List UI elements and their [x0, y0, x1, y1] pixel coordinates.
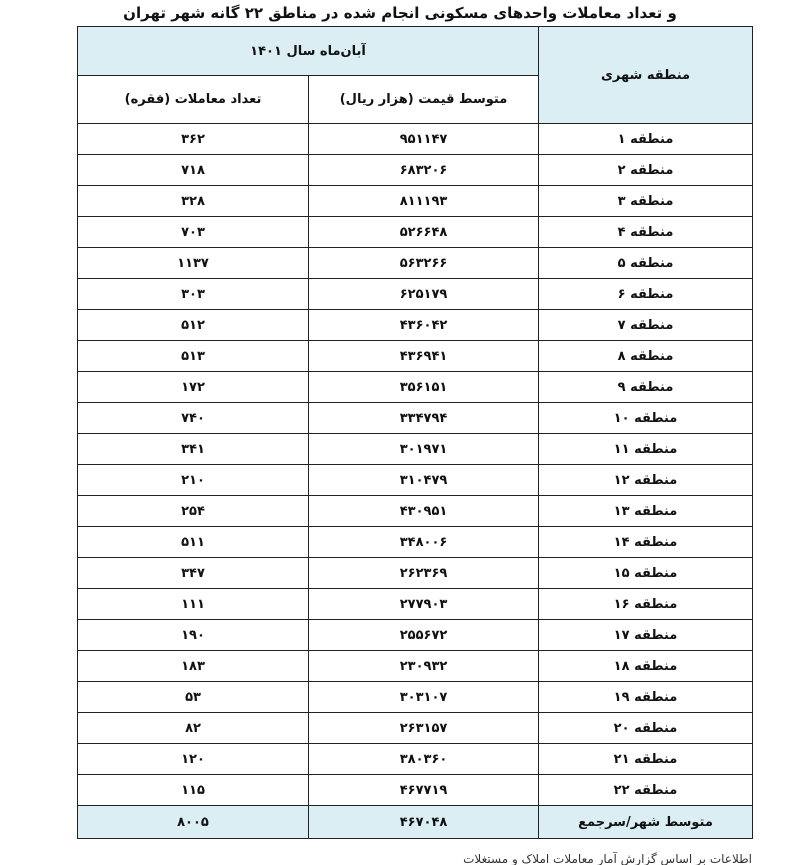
deal-count-cell: ۱۹۰ [78, 620, 309, 651]
avg-price-cell: ۲۶۳۱۵۷ [309, 713, 539, 744]
avg-price-cell: ۸۱۱۱۹۳ [309, 186, 539, 217]
region-cell: منطقه ۱ [539, 124, 753, 155]
deal-count-cell: ۷۴۰ [78, 403, 309, 434]
table-body [78, 124, 753, 839]
avg-price-cell: ۳۳۴۷۹۴ [309, 403, 539, 434]
avg-price-cell: ۳۱۰۴۷۹ [309, 465, 539, 496]
region-cell: منطقه ۳ [539, 186, 753, 217]
deal-count-cell: ۷۱۸ [78, 155, 309, 186]
region-cell: منطقه ۱۱ [539, 434, 753, 465]
deal-count-cell: ۷۰۳ [78, 217, 309, 248]
deal-count-cell: ۱۸۳ [78, 651, 309, 682]
deal-count-cell: ۵۱۳ [78, 341, 309, 372]
avg-price-cell: ۳۰۱۹۷۱ [309, 434, 539, 465]
deal-count-cell: ۲۵۴ [78, 496, 309, 527]
table-row [78, 155, 753, 186]
table-row [78, 465, 753, 496]
avg-price-cell: ۳۴۸۰۰۶ [309, 527, 539, 558]
avg-price-cell: ۴۳۶۰۴۲ [309, 310, 539, 341]
table-row [78, 558, 753, 589]
table-row [78, 434, 753, 465]
deal-count-cell: ۵۱۱ [78, 527, 309, 558]
transactions-table [77, 26, 753, 839]
avg-price-cell: ۴۳۰۹۵۱ [309, 496, 539, 527]
deal-count-cell: ۳۶۲ [78, 124, 309, 155]
table-row [78, 527, 753, 558]
deal-count-header: تعداد معاملات (فقره) [78, 76, 309, 124]
region-cell: منطقه ۵ [539, 248, 753, 279]
table-row [78, 620, 753, 651]
avg-price-header: متوسط قیمت (هزار ریال) [309, 76, 539, 124]
avg-price-cell: ۹۵۱۱۴۷ [309, 124, 539, 155]
table-row [78, 217, 753, 248]
table-row [78, 372, 753, 403]
region-cell: منطقه ۱۰ [539, 403, 753, 434]
avg-price-cell: ۴۳۶۹۴۱ [309, 341, 539, 372]
table-row [78, 248, 753, 279]
avg-price-cell: ۳۸۰۳۶۰ [309, 744, 539, 775]
region-cell: منطقه ۱۵ [539, 558, 753, 589]
total-price-cell: ۴۶۷۰۴۸ [309, 806, 539, 839]
region-column-header: منطقه شهری [539, 27, 753, 124]
region-cell: منطقه ۲۰ [539, 713, 753, 744]
table-row [78, 186, 753, 217]
region-cell: منطقه ۱۴ [539, 527, 753, 558]
table-title: و تعداد معاملات واحدهای مسکونی انجام شده در مناطق ۲۲ گانه شهر تهران [123, 4, 677, 22]
avg-price-cell: ۶۲۵۱۷۹ [309, 279, 539, 310]
avg-price-cell: ۲۵۵۶۷۲ [309, 620, 539, 651]
region-cell: منطقه ۱۷ [539, 620, 753, 651]
deal-count-cell: ۳۴۷ [78, 558, 309, 589]
avg-price-cell: ۲۶۲۳۶۹ [309, 558, 539, 589]
region-cell: منطقه ۱۳ [539, 496, 753, 527]
avg-price-cell: ۶۸۳۲۰۶ [309, 155, 539, 186]
table-row [78, 310, 753, 341]
region-cell: منطقه ۲ [539, 155, 753, 186]
avg-price-cell: ۵۶۳۲۶۶ [309, 248, 539, 279]
table-row [78, 124, 753, 155]
table-row [78, 279, 753, 310]
table-row [78, 341, 753, 372]
period-header: آبان‌ماه سال ۱۴۰۱ [78, 27, 539, 76]
deal-count-cell: ۳۴۱ [78, 434, 309, 465]
deal-count-cell: ۱۱۳۷ [78, 248, 309, 279]
region-cell: منطقه ۴ [539, 217, 753, 248]
deal-count-cell: ۱۷۲ [78, 372, 309, 403]
deal-count-cell: ۵۳ [78, 682, 309, 713]
table-row [78, 403, 753, 434]
avg-price-cell: ۳۰۳۱۰۷ [309, 682, 539, 713]
deal-count-cell: ۱۲۰ [78, 744, 309, 775]
total-count-cell: ۸۰۰۵ [78, 806, 309, 839]
table-row [78, 651, 753, 682]
deal-count-cell: ۱۱۵ [78, 775, 309, 806]
avg-price-cell: ۳۵۶۱۵۱ [309, 372, 539, 403]
total-label-cell: متوسط شهر/سرجمع [539, 806, 753, 839]
deal-count-cell: ۸۲ [78, 713, 309, 744]
total-row [78, 806, 753, 839]
deal-count-cell: ۵۱۲ [78, 310, 309, 341]
footnote: اطلاعات بر اساس گزارش آمار معاملات املاک و مستغلات [463, 852, 752, 865]
region-cell: منطقه ۸ [539, 341, 753, 372]
region-cell: منطقه ۱۹ [539, 682, 753, 713]
avg-price-cell: ۴۶۷۷۱۹ [309, 775, 539, 806]
avg-price-cell: ۵۲۶۶۴۸ [309, 217, 539, 248]
region-cell: منطقه ۹ [539, 372, 753, 403]
deal-count-cell: ۳۲۸ [78, 186, 309, 217]
region-cell: منطقه ۶ [539, 279, 753, 310]
region-cell: منطقه ۱۲ [539, 465, 753, 496]
region-cell: منطقه ۷ [539, 310, 753, 341]
avg-price-cell: ۲۷۷۹۰۳ [309, 589, 539, 620]
table-row [78, 496, 753, 527]
region-cell: منطقه ۱۸ [539, 651, 753, 682]
region-cell: منطقه ۲۱ [539, 744, 753, 775]
deal-count-cell: ۱۱۱ [78, 589, 309, 620]
table-row [78, 589, 753, 620]
avg-price-cell: ۲۳۰۹۳۲ [309, 651, 539, 682]
region-cell: منطقه ۱۶ [539, 589, 753, 620]
table-row [78, 744, 753, 775]
table-row [78, 775, 753, 806]
deal-count-cell: ۲۱۰ [78, 465, 309, 496]
deal-count-cell: ۳۰۳ [78, 279, 309, 310]
region-cell: منطقه ۲۲ [539, 775, 753, 806]
table-row [78, 682, 753, 713]
table-row [78, 713, 753, 744]
